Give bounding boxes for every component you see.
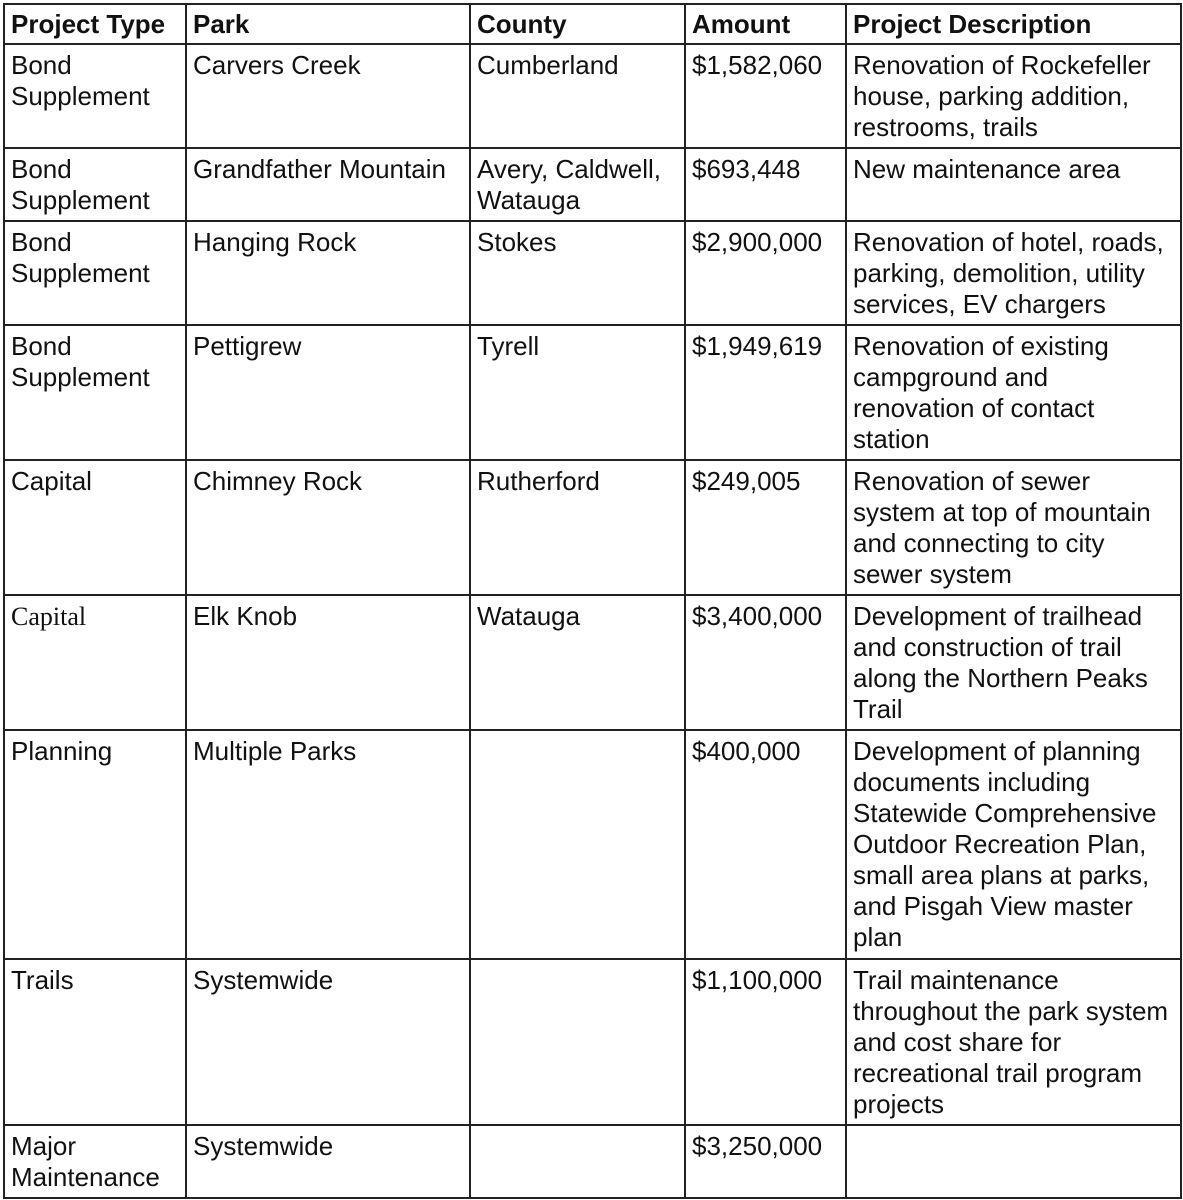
- header-county: County: [470, 4, 685, 44]
- cell-description: Trail maintenance throughout the park system and cost share for recreational trail program projects: [846, 959, 1181, 1125]
- cell-park: Grandfather Mountain: [186, 148, 470, 221]
- table-row: [4, 221, 1181, 325]
- cell-amount: $2,900,000: [685, 221, 846, 325]
- cell-county: Avery, Caldwell, Watauga: [470, 148, 685, 221]
- cell-amount: $249,005: [685, 460, 846, 595]
- cell-description: Renovation of hotel, roads, parking, demolition, utility services, EV chargers: [846, 221, 1181, 325]
- cell-county: Cumberland: [470, 44, 685, 148]
- table-row: [4, 595, 1181, 730]
- table-row: [4, 44, 1181, 148]
- cell-park: Multiple Parks: [186, 730, 470, 959]
- table-row: [4, 959, 1181, 1125]
- cell-description: Development of planning documents including Statewide Comprehensive Outdoor Recreation Plan, small area plans at parks, and Pisgah View master plan: [846, 730, 1181, 959]
- cell-project-type: Bond Supplement: [4, 221, 186, 325]
- cell-park: Elk Knob: [186, 595, 470, 730]
- cell-amount: $1,582,060: [685, 44, 846, 148]
- cell-project-type: Capital: [4, 460, 186, 595]
- cell-amount: $693,448: [685, 148, 846, 221]
- cell-county: Watauga: [470, 595, 685, 730]
- cell-project-type: Bond Supplement: [4, 325, 186, 460]
- header-project-type: Project Type: [4, 4, 186, 44]
- cell-park: Hanging Rock: [186, 221, 470, 325]
- cell-description: Renovation of Rockefeller house, parking addition, restrooms, trails: [846, 44, 1181, 148]
- cell-project-type: Bond Supplement: [4, 148, 186, 221]
- table-row: [4, 148, 1181, 221]
- table-row: [4, 1125, 1181, 1198]
- cell-amount: $3,400,000: [685, 595, 846, 730]
- header-row: [4, 4, 1181, 44]
- cell-county: Rutherford: [470, 460, 685, 595]
- cell-project-type: Bond Supplement: [4, 44, 186, 148]
- cell-description: Renovation of sewer system at top of mountain and connecting to city sewer system: [846, 460, 1181, 595]
- table-row: [4, 460, 1181, 595]
- cell-county: Tyrell: [470, 325, 685, 460]
- cell-county: Stokes: [470, 221, 685, 325]
- header-project-description: Project Description: [846, 4, 1181, 44]
- cell-amount: $400,000: [685, 730, 846, 959]
- cell-amount: $1,949,619: [685, 325, 846, 460]
- cell-project-type: Capital: [4, 595, 186, 730]
- table-row: [4, 730, 1181, 959]
- cell-project-type: Major Maintenance: [4, 1125, 186, 1198]
- cell-county: [470, 959, 685, 1125]
- cell-description: [846, 1125, 1181, 1198]
- cell-amount: $1,100,000: [685, 959, 846, 1125]
- cell-county: [470, 1125, 685, 1198]
- cell-amount: $3,250,000: [685, 1125, 846, 1198]
- cell-park: Systemwide: [186, 959, 470, 1125]
- cell-park: Chimney Rock: [186, 460, 470, 595]
- table-row: [4, 325, 1181, 460]
- cell-park: Systemwide: [186, 1125, 470, 1198]
- header-amount: Amount: [685, 4, 846, 44]
- cell-description: Development of trailhead and construction of trail along the Northern Peaks Trail: [846, 595, 1181, 730]
- header-park: Park: [186, 4, 470, 44]
- cell-description: Renovation of existing campground and renovation of contact station: [846, 325, 1181, 460]
- cell-park: Pettigrew: [186, 325, 470, 460]
- cell-description: New maintenance area: [846, 148, 1181, 221]
- cell-park: Carvers Creek: [186, 44, 470, 148]
- cell-county: [470, 730, 685, 959]
- projects-table: [3, 3, 1182, 1199]
- cell-project-type: Planning: [4, 730, 186, 959]
- cell-project-type: Trails: [4, 959, 186, 1125]
